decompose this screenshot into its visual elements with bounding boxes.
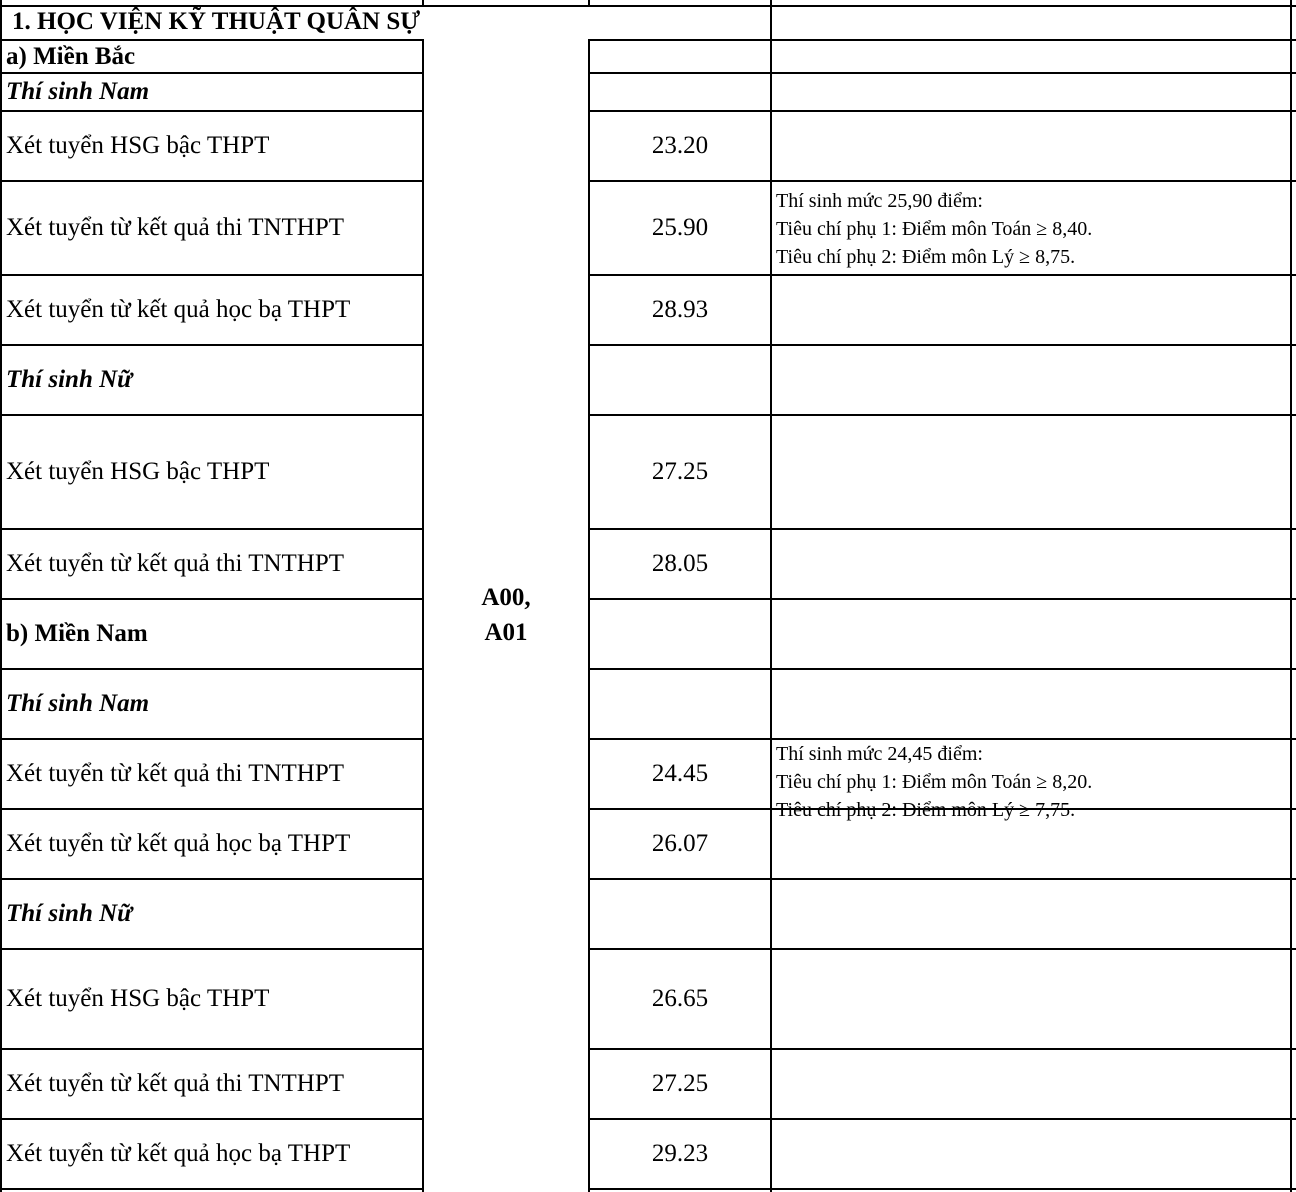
row-score: 24.45 (651, 760, 709, 787)
row-label: Xét tuyển từ kết quả thi TNTHPT (6, 214, 345, 241)
row-note (776, 187, 1290, 273)
note-line: Tiêu chí phụ 1: Điểm môn Toán ≥ 8,40. (776, 218, 1093, 240)
grid-line (0, 5, 1296, 7)
grid-line (422, 0, 424, 6)
row-score: 25.90 (651, 214, 709, 241)
row-label: Xét tuyển từ kết quả thi TNTHPT (6, 550, 345, 577)
row-score: 23.20 (651, 132, 709, 159)
row-label: b) Miền Nam (6, 620, 148, 647)
grid-line (422, 40, 424, 1192)
row-score: 29.23 (651, 1140, 709, 1167)
combination-line-1: A00, (481, 584, 531, 611)
row-label: Xét tuyển từ kết quả thi TNTHPT (6, 1070, 345, 1097)
row-score: 28.93 (651, 296, 709, 323)
row-label: Xét tuyển từ kết quả học bạ THPT (6, 296, 351, 323)
row-label: Xét tuyển HSG bậc THPT (6, 458, 270, 485)
grid-line (588, 0, 590, 6)
note-line: Tiêu chí phụ 1: Điểm môn Toán ≥ 8,20. (776, 771, 1093, 793)
row-label: Xét tuyển từ kết quả học bạ THPT (6, 1140, 351, 1167)
row-score: 26.65 (651, 985, 709, 1012)
grid-line (0, 0, 2, 1192)
row-label: Xét tuyển HSG bậc THPT (6, 985, 270, 1012)
row-score: 27.25 (651, 458, 709, 485)
note-line: Thí sinh mức 25,90 điểm: (776, 190, 983, 212)
row-label: Xét tuyển từ kết quả thi TNTHPT (6, 760, 345, 787)
row-label: a) Miền Bắc (6, 42, 136, 70)
row-label: Thí sinh Nam (6, 690, 150, 717)
grid-line (770, 0, 772, 1192)
grid-line (588, 39, 1296, 41)
row-label: Thí sinh Nữ (6, 366, 133, 393)
row-score: 27.25 (651, 1070, 709, 1097)
note-line: Tiêu chí phụ 2: Điểm môn Lý ≥ 7,75. (776, 799, 1076, 821)
row-label: Thí sinh Nữ (6, 900, 133, 927)
combination-cell (424, 580, 588, 650)
combination-line-2: A01 (484, 619, 528, 646)
note-line: Thí sinh mức 24,45 điểm: (776, 743, 983, 765)
section-title: 1. HỌC VIỆN KỸ THUẬT QUÂN SỰ (12, 8, 421, 35)
grid-line (588, 72, 1296, 74)
row-label: Thí sinh Nam (6, 78, 150, 105)
note-line: Tiêu chí phụ 2: Điểm môn Lý ≥ 8,75. (776, 246, 1076, 268)
row-label: Xét tuyển HSG bậc THPT (6, 132, 270, 159)
row-score: 28.05 (651, 550, 709, 577)
row-note (776, 740, 1290, 821)
grid-line (588, 668, 1296, 670)
grid-line (1290, 0, 1292, 1192)
row-label: Xét tuyển từ kết quả học bạ THPT (6, 830, 351, 857)
row-score: 26.07 (651, 830, 709, 857)
